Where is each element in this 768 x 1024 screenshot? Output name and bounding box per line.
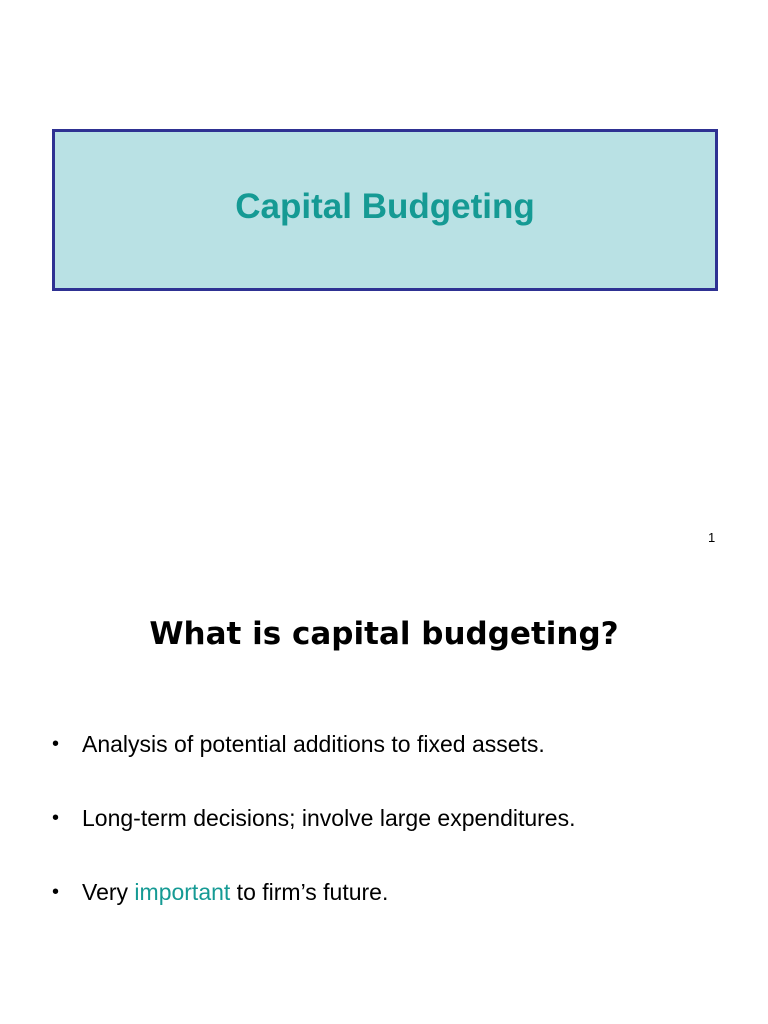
page-number: 1	[708, 530, 716, 545]
title-box	[52, 129, 718, 291]
bullet-text-before: Very	[82, 879, 135, 905]
slide-2	[0, 576, 768, 1024]
bullet-icon: •	[52, 807, 60, 829]
bullet-icon: •	[52, 733, 60, 755]
bullet-item	[52, 798, 576, 872]
bullet-highlight-word: important	[134, 879, 231, 905]
bullet-item	[52, 724, 576, 798]
slide-title: Capital Budgeting	[235, 187, 535, 226]
bullet-text: Analysis of potential additions to fixed assets.	[82, 731, 545, 757]
bullet-list	[52, 724, 576, 946]
slide-heading: What is capital budgeting?	[149, 616, 619, 652]
bullet-text-after: to firm’s future.	[230, 879, 389, 905]
bullet-icon: •	[52, 881, 60, 903]
bullet-item	[52, 872, 576, 946]
bullet-text: Long-term decisions; involve large expenditures.	[82, 805, 576, 831]
